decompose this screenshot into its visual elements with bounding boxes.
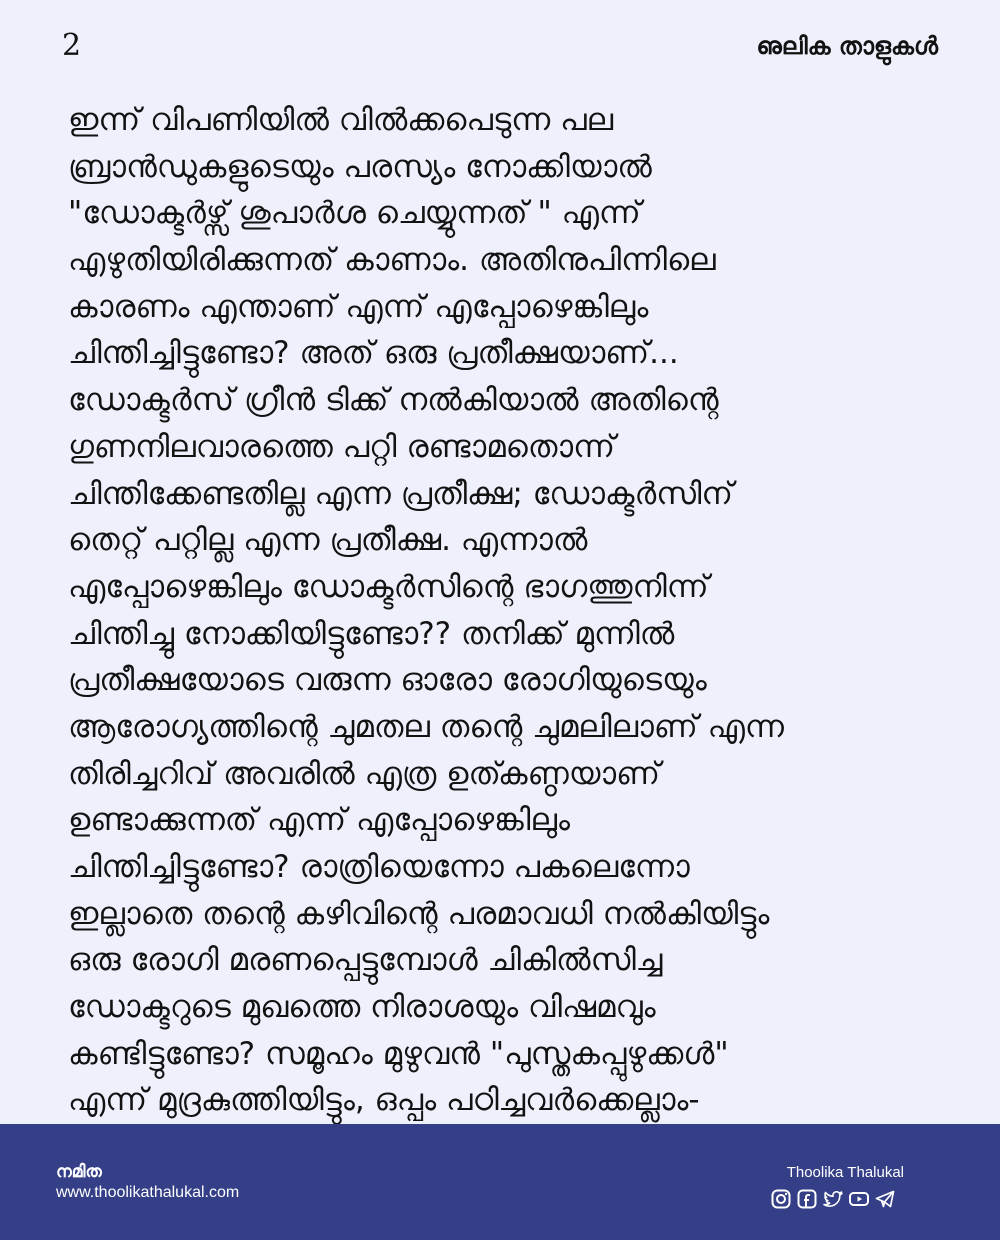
text-line: ഡോക്ടറുടെ മുഖത്തെ നിരാശയും വിഷമവും <box>68 989 656 1026</box>
text-line: ഇല്ലാതെ തന്റെ കഴിവിന്റെ പരമാവധി നൽകിയിട്ടും <box>68 895 770 932</box>
text-line: തിരിച്ചറിവ് അവരിൽ എത്ര ഉത്കണ്ഠയാണ് <box>68 755 660 792</box>
youtube-icon[interactable] <box>848 1188 870 1210</box>
author-name: നമിത <box>56 1162 102 1182</box>
facebook-icon[interactable] <box>796 1188 818 1210</box>
text-line: തെറ്റ് പറ്റില്ല എന്ന പ്രതീക്ഷ. എന്നാൽ <box>68 522 588 559</box>
page-number: 2 <box>62 28 82 63</box>
text-line: കാരണം എന്താണ് എന്ന് എപ്പോഴെങ്കിലും <box>68 288 649 325</box>
brand-name: Thoolika Thalukal <box>786 1164 904 1181</box>
twitter-icon[interactable] <box>822 1188 844 1210</box>
text-line: എന്ന് മുദ്രകുത്തിയിട്ടും, ഒപ്പം പഠിച്ചവർക്കെല്ലാം- <box>68 1082 700 1119</box>
text-line: ഒരു രോഗി മരണപ്പെട്ടുമ്പോൾ ചികിൽസിച്ച <box>68 942 663 979</box>
text-line: ഡോക്ടർസ് ഗ്രീൻ ടിക്ക് നൽകിയാൽ അതിന്റെ <box>68 382 719 419</box>
text-line: എപ്പോഴെങ്കിലും ഡോക്ടർസിന്റെ ഭാഗത്തുനിന്ന് <box>68 568 709 605</box>
text-line: ബ്രാൻഡുകളുടെയും പരസ്യം നോക്കിയാൽ <box>68 148 652 185</box>
text-line: ഗുണനിലവാരത്തെ പറ്റി രണ്ടാമതൊന്ന് <box>68 428 615 465</box>
text-line: ആരോഗ്യത്തിന്റെ ചുമതല തന്റെ ചുമലിലാണ് എന്ന <box>68 708 784 745</box>
text-line: "ഡോക്ടർഴ്സ് ശുപാർശ ചെയ്യുന്നത് " എന്ന് <box>68 195 641 232</box>
footer-bar <box>0 1124 1000 1240</box>
text-line: എഴുതിയിരിക്കുന്നത് കാണാം. അതിനുപിന്നിലെ <box>68 242 716 279</box>
social-links <box>770 1188 896 1210</box>
text-line: ഉണ്ടാക്കുന്നത് എന്ന് എപ്പോഴെങ്കിലും <box>68 802 570 839</box>
header-title: ഌലിക താളുകൾ <box>756 32 938 60</box>
website-link[interactable]: www.thoolikathalukal.com <box>56 1184 240 1201</box>
telegram-icon[interactable] <box>874 1188 896 1210</box>
text-line: ചിന്തിച്ചിട്ടുണ്ടോ? രാത്രിയെന്നോ പകലെന്നോ <box>68 849 690 885</box>
article-body <box>68 97 948 1124</box>
text-line: ചിന്തിക്കേണ്ടതില്ല എന്ന പ്രതീക്ഷ; ഡോക്ടർസിന് <box>68 475 733 512</box>
text-line: കണ്ടിട്ടുണ്ടോ? സമൂഹം മുഴുവൻ "പുസ്തകപ്പുഴുക്കൾ" <box>68 1035 729 1072</box>
text-line: ചിന്തിച്ചു നോക്കിയിട്ടുണ്ടോ?? തനിക്ക് മുന്നിൽ <box>68 615 675 652</box>
text-line: പ്രതീക്ഷയോടെ വരുന്ന ഓരോ രോഗിയുടെയും <box>68 662 707 699</box>
text-line: ഇന്ന് വിപണിയിൽ വിൽക്കപെടുന്ന പല <box>68 102 614 138</box>
instagram-icon[interactable] <box>770 1188 792 1210</box>
text-line: ചിന്തിച്ചിട്ടുണ്ടോ? അത് ഒരു പ്രതീക്ഷയാണ്... <box>68 335 679 372</box>
